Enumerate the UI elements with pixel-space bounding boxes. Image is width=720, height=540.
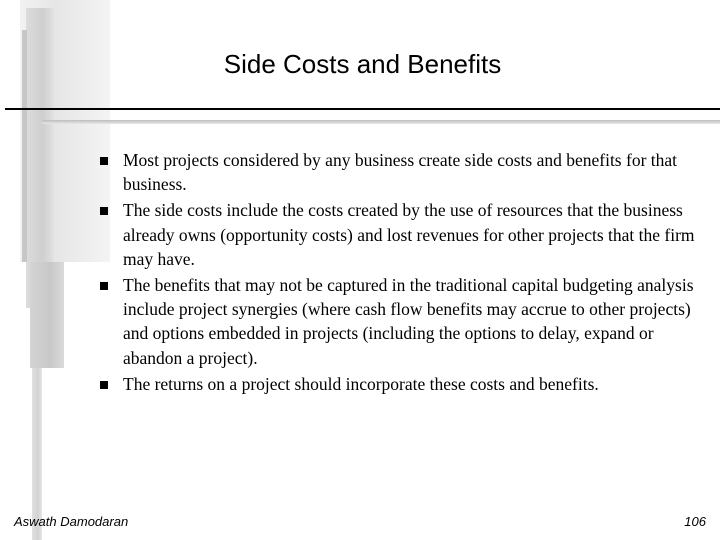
bullet-text: The returns on a project should incorporate these costs and benefits.: [123, 373, 599, 394]
footer-author: Aswath Damodaran: [14, 514, 129, 529]
square-bullet-icon: [100, 157, 108, 165]
square-bullet-icon: [100, 381, 108, 389]
bullet-item: [98, 198, 698, 271]
square-bullet-icon: [100, 207, 108, 215]
bullet-text: The benefits that may not be captured in the traditional capital budgeting analysis include project synergies (where cash flow benefits may accrue to other projects) and options embedded in projects (including the options to delay, expand or abandon a project).: [123, 275, 694, 368]
decorative-shadow: [42, 120, 720, 124]
bullet-text: The side costs include the costs created by the use of resources that the business already owns (opportunity costs) and lost revenues for other projects that the firm may have.: [123, 200, 695, 269]
bullet-item: [98, 148, 698, 196]
square-bullet-icon: [100, 282, 108, 290]
bullet-item: [98, 372, 698, 396]
page-number: 106: [684, 514, 706, 529]
decorative-bar: [30, 262, 64, 368]
bullet-item: [98, 273, 698, 370]
bullet-text: Most projects considered by any business create side costs and benefits for that business.: [123, 150, 678, 195]
bullet-list: [98, 148, 698, 398]
slide-title: Side Costs and Benefits: [223, 49, 502, 79]
title-divider: [5, 108, 720, 110]
